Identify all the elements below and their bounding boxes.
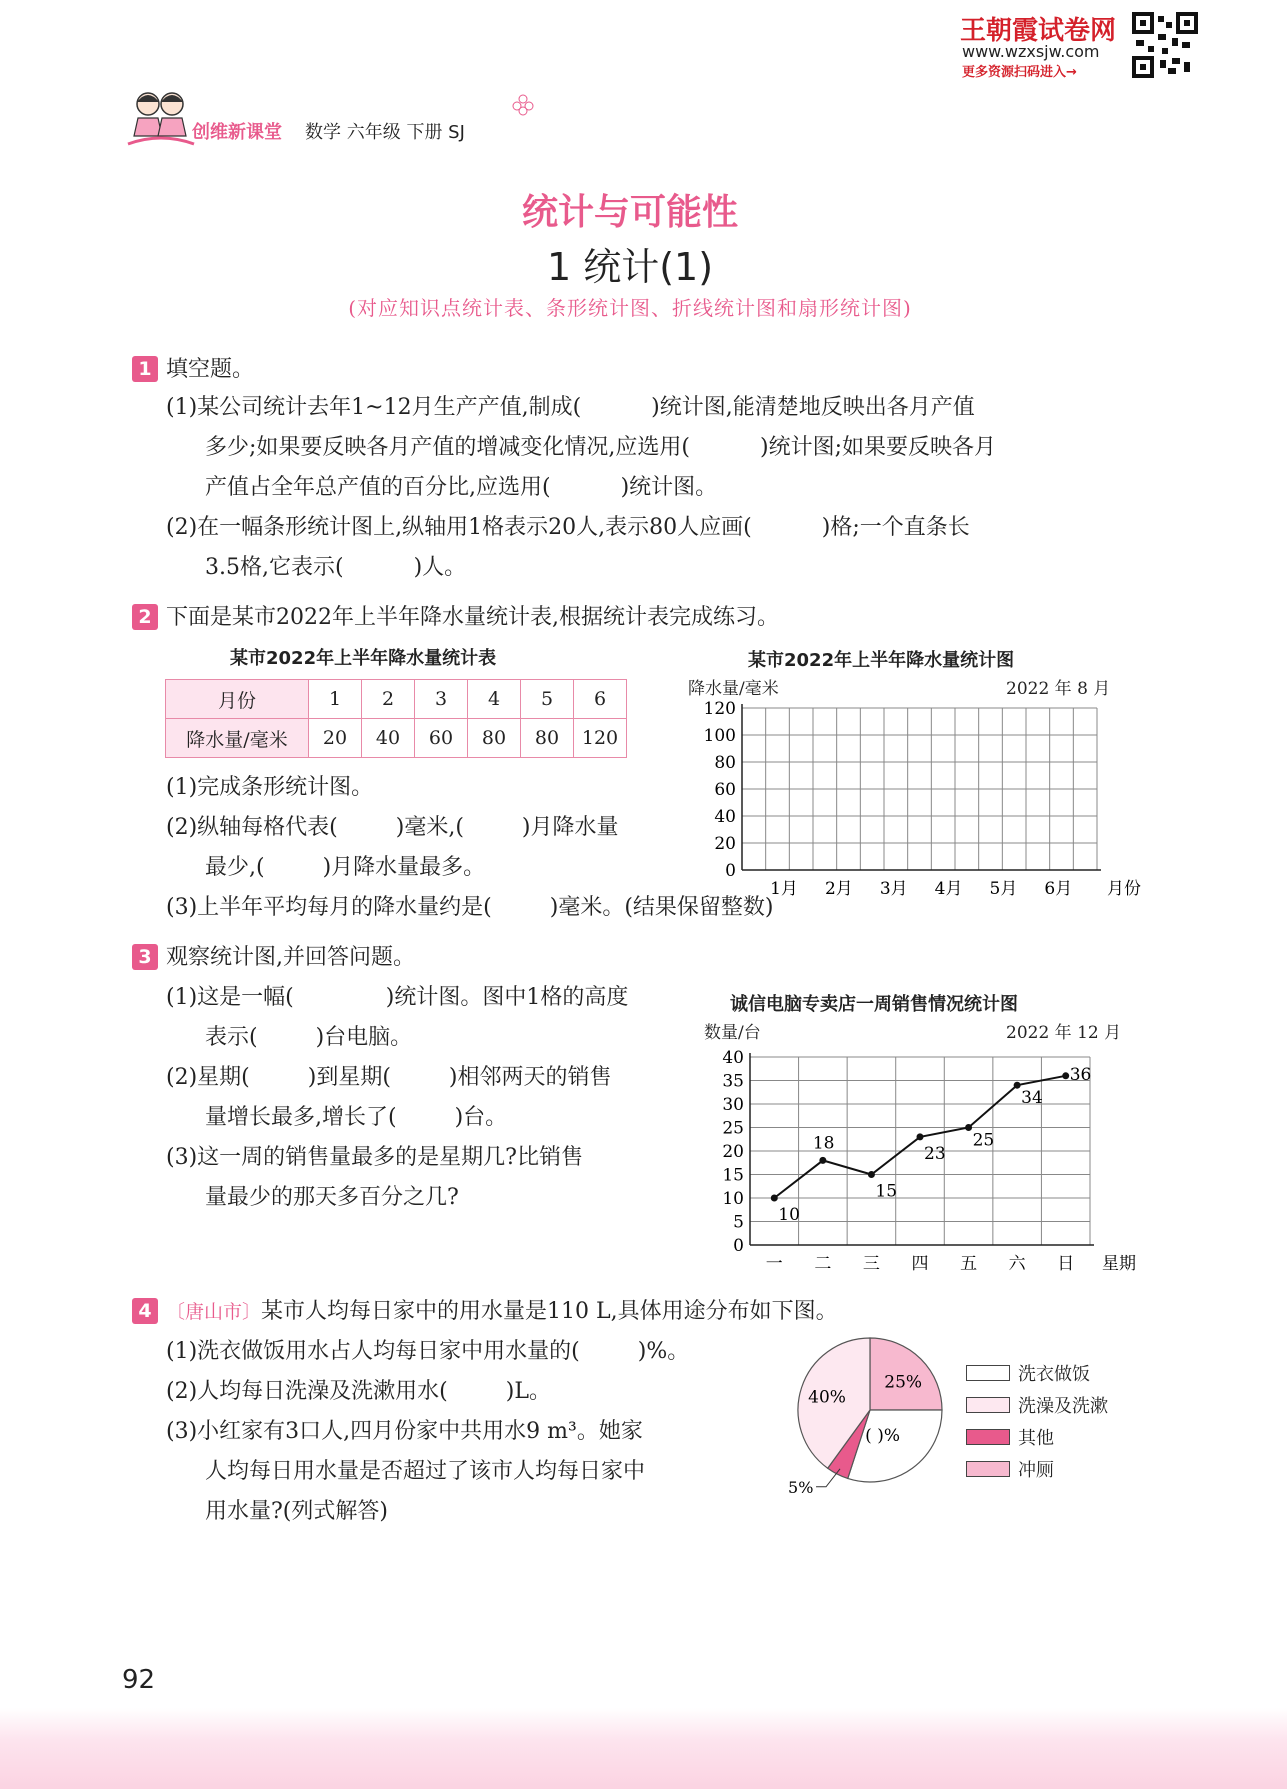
series-name: 创维新课堂 [192,122,282,143]
x-tick-label: 5月 [989,879,1018,899]
slice-label: 25% [884,1372,923,1393]
table-row [166,719,627,758]
legend-swatch [966,1365,1010,1381]
table-cell: 2 [362,680,415,719]
legend-swatch [966,1429,1010,1445]
slice-label: 40% [808,1387,846,1408]
table-row [166,680,627,719]
knowledge-note: (对应知识点统计表、条形统计图、折线统计图和扇形统计图) [348,296,912,320]
q3-sub3-line1: (3)这一周的销售量最多的是星期几?比销售 [166,1145,583,1170]
data-point [868,1171,875,1178]
y-tick-label: 40 [714,807,736,827]
line-chart[interactable] [700,1045,1140,1275]
table-cell: 40 [362,719,415,758]
y-tick-label: 20 [722,1142,744,1162]
q3-sub1-line1: (1)这是一幅( )统计图。图中1格的高度 [166,985,629,1010]
data-point [771,1195,778,1202]
brand-name: 王朝霞试卷网 [960,16,1117,46]
data-point [1014,1082,1021,1089]
q2-sub2-line2: 最少,( )月降水量最多。 [205,855,486,880]
rain-table-title: 某市2022年上半年降水量统计表 [230,648,497,669]
footer-band [0,1708,1287,1789]
pie-chart[interactable] [770,1320,970,1510]
q1-part1-line2: 多少;如果要反映各月产值的增减变化情况,应选用( )统计图;如果要反映各月 [205,435,996,460]
q2-sub1: (1)完成条形统计图。 [166,775,374,800]
x-tick-label: 三 [862,1254,880,1274]
x-tick-label: 六 [1008,1254,1026,1274]
legend-item: 冲厕 [966,1456,1054,1482]
q4-sub2: (2)人均每日洗澡及洗漱用水( )L。 [166,1379,551,1404]
y-tick-label: 5 [733,1212,744,1233]
x-tick-label: 4月 [934,879,963,899]
q1-part1-line3: 产值占全年总产值的百分比,应选用( )统计图。 [205,475,718,500]
q4-sub3-line2: 人均每日用水量是否超过了该市人均每日家中 [205,1459,646,1484]
data-label: 34 [1021,1088,1043,1109]
unit-title: 统计与可能性 [521,192,738,233]
kids-logo-icon [126,88,196,150]
y-tick-label: 10 [722,1189,744,1209]
q3-sub2-line1: (2)星期( )到星期( )相邻两天的销售 [166,1065,612,1090]
data-point [917,1133,924,1140]
bar-chart-title: 某市2022年上半年降水量统计图 [748,650,1015,671]
brand-tip: 更多资源扫码进入→ [962,65,1077,80]
q4-title: 4 〔唐山市〕某市人均每日家中的用水量是110 L,具体用途分布如下图。 [132,1292,838,1332]
qr-code-icon[interactable] [1132,12,1198,78]
q2-sub2-line1: (2)纵轴每格代表( )毫米,( )月降水量 [166,815,619,840]
q3-title: 3 观察统计图,并回答问题。 [132,938,415,978]
line-chart-date: 2022 年 12 月 [1006,1023,1122,1043]
q1-part1-line1: (1)某公司统计去年1~12月生产产值,制成( )统计图,能清楚地反映出各月产值 [166,395,975,420]
legend-swatch [966,1397,1010,1413]
x-tick-label: 2月 [824,879,853,899]
x-tick-label: 二 [814,1254,832,1274]
table-cell: 5 [521,680,574,719]
region-tag: 〔唐山市〕 [166,1301,262,1323]
x-tick-label: 五 [960,1254,978,1274]
table-cell: 80 [468,719,521,758]
table-header-cell: 降水量/毫米 [166,719,309,758]
y-tick-label: 35 [722,1071,744,1092]
q2-number: 2 [132,604,158,630]
y-tick-label: 0 [733,1236,744,1256]
q4-number: 4 [132,1298,158,1324]
y-tick-label: 30 [722,1095,744,1115]
q3-sub2-line2: 量增长最多,增长了( )台。 [205,1105,508,1130]
table-header-cell: 月份 [166,680,309,719]
legend-item: 其他 [966,1424,1054,1450]
x-tick-label: 3月 [879,879,908,899]
subject-info: 数学 六年级 下册 SJ [305,122,465,143]
table-cell: 20 [309,719,362,758]
table-cell: 1 [309,680,362,719]
legend-item: 洗衣做饭 [966,1360,1090,1386]
data-label: 23 [924,1143,946,1164]
y-tick-label: 20 [714,834,736,854]
lesson-title: 1 统计(1) [546,245,714,289]
x-tick-label: 6月 [1044,879,1073,899]
data-label: 10 [778,1205,800,1225]
y-tick-label: 120 [703,699,736,719]
q2-sub3: (3)上半年平均每月的降水量约是( )毫米。(结果保留整数) [166,895,774,920]
legend-swatch [966,1461,1010,1477]
data-label: 25 [972,1130,995,1151]
data-label: 15 [875,1181,898,1202]
x-tick-label: 一 [765,1254,783,1274]
q4-sub1: (1)洗衣做饭用水占人均每日家中用水量的( )%。 [166,1339,690,1364]
bar-chart[interactable] [690,699,1141,900]
y-tick-label: 15 [722,1165,744,1186]
y-tick-label: 0 [725,861,736,881]
data-label: 36 [1069,1064,1092,1085]
data-point [1062,1072,1069,1079]
data-point [965,1124,972,1131]
table-cell: 4 [468,680,521,719]
q3-sub1-line2: 表示( )台电脑。 [205,1025,413,1050]
bar-chart-ylabel: 降水量/毫米 [688,679,779,699]
table-cell: 3 [415,680,468,719]
table-cell: 60 [415,719,468,758]
legend-item: 洗澡及洗漱 [966,1392,1108,1418]
table-cell: 120 [574,719,627,758]
slice-label: ( )% [865,1426,900,1447]
q3-sub3-line2: 量最少的那天多百分之几? [205,1185,459,1210]
y-tick-label: 100 [703,726,736,746]
line-chart-ylabel: 数量/台 [704,1023,761,1043]
q1-part2-line2: 3.5格,它表示( )人。 [205,555,467,580]
q4-sub3-line1: (3)小红家有3口人,四月份家中共用水9 m³。她家 [166,1419,643,1444]
data-point [819,1157,826,1164]
y-tick-label: 40 [722,1048,744,1068]
y-tick-label: 25 [722,1118,744,1139]
rain-table [165,679,627,758]
q1-number: 1 [132,356,158,382]
slice-label: 5% [788,1477,814,1497]
flower-icon [512,94,534,116]
y-tick-label: 80 [714,753,736,773]
line-chart-title: 诚信电脑专卖店一周销售情况统计图 [730,994,1018,1015]
q1-part2-line1: (2)在一幅条形统计图上,纵轴用1格表示20人,表示80人应画( )格;一个直条长 [166,515,970,540]
x-tick-label: 1月 [770,879,798,899]
brand-url[interactable]: www.wzxsjw.com [962,42,1100,61]
q1-title: 1 填空题。 [132,350,254,390]
x-tick-label: 日 [1057,1254,1075,1274]
x-tick-label: 四 [911,1254,929,1274]
table-cell: 6 [574,680,627,719]
y-tick-label: 60 [714,780,736,800]
data-label: 18 [812,1133,835,1154]
q3-number: 3 [132,944,158,970]
bar-chart-date: 2022 年 8 月 [1006,679,1111,699]
page-number: 92 [122,1665,156,1695]
x-axis-label: 星期 [1102,1254,1136,1274]
x-axis-label: 月份 [1107,879,1141,899]
q4-sub3-line3: 用水量?(列式解答) [205,1499,388,1524]
table-cell: 80 [521,719,574,758]
q2-title: 2 下面是某市2022年上半年降水量统计表,根据统计表完成练习。 [132,598,779,638]
